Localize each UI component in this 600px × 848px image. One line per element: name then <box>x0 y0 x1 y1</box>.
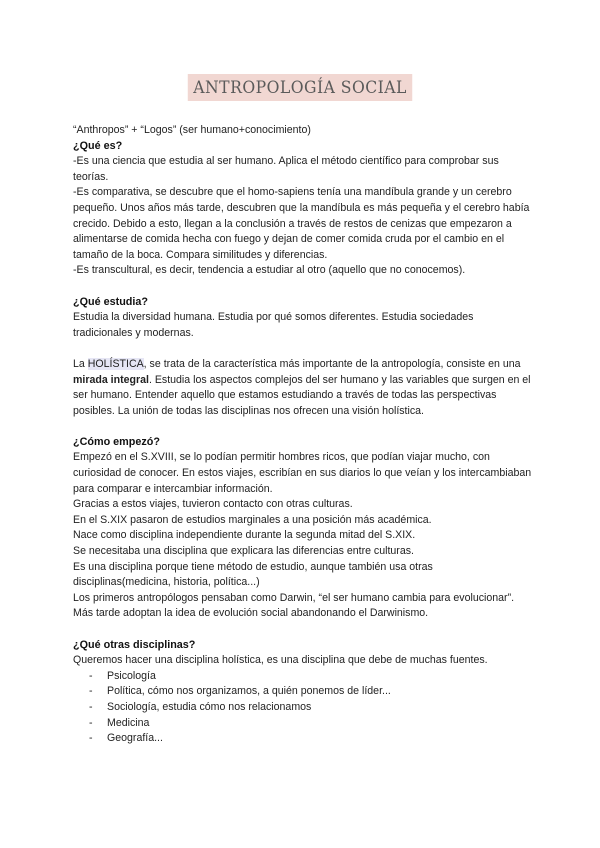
text-run: La <box>73 357 88 370</box>
list-item-text: Psicología <box>107 669 156 682</box>
disciplines-list <box>73 669 533 747</box>
paragraph: Es una disciplina porque tiene método de estudio, aunque también usa otras disciplinas(medicina, historia, política...) <box>73 560 433 589</box>
list-item <box>89 731 533 747</box>
heading-que-es: ¿Qué es? <box>73 139 123 152</box>
paragraph: -Es una ciencia que estudia al ser humano. Aplica el método científico para comprobar sus teorías. <box>73 155 499 183</box>
document-body <box>73 123 533 747</box>
list-item-text: Política, cómo nos organizamos, a quién ponemos de líder... <box>107 685 391 698</box>
list-item <box>89 669 533 685</box>
paragraph: -Es comparativa, se descubre que el homo-sapiens tenía una mandíbula grande y un cerebro pequeño. Unos años más tarde, descubren que la mandíbula es más pequeña y el cerebro había crecido. Debido a esto, llegan a la conclusión a través de restos de cenizas que empezaron a alimentarse de comida hecha con fuego y dejan de comer comida cruda por el cambio en el tamaño de la boca. Compara similitudes y diferencias. <box>73 186 530 261</box>
page-title: ANTROPOLOGÍA SOCIAL <box>188 74 413 101</box>
text-run: , se trata de la característica más importante de la antropología, consiste en una <box>143 357 521 370</box>
list-item <box>89 716 533 732</box>
title-container <box>0 74 600 101</box>
list-item-text: Sociología, estudia cómo nos relacionamos <box>107 700 312 713</box>
heading-que-estudia: ¿Qué estudia? <box>73 295 148 308</box>
list-item <box>89 700 533 716</box>
list-dash: - <box>89 716 93 729</box>
holistica-paragraph <box>73 357 533 419</box>
paragraph: Los primeros antropólogos pensaban como Darwin, “el ser humano cambia para evolucionar”. Más tarde adoptan la idea de evolución social abandonando el Darwinismo. <box>73 591 515 620</box>
list-dash: - <box>89 685 93 698</box>
list-item-text: Medicina <box>107 716 150 729</box>
highlighted-term: HOLÍSTICA <box>87 357 144 370</box>
paragraph: Empezó en el S.XVIII, se lo podían permitir hombres ricos, que podían viajar mucho, con curiosidad de conocer. En estos viajes, escribían en sus diarios lo que veían y los intercambiaban para comparar e intercambiar información. <box>73 451 532 495</box>
text-run: . Estudia los aspectos complejos del ser humano y las variables que surgen en el ser humano. Entender aquello que estamos estudiando a través de todas las perspectivas posibles. La unión de todas las disciplinas nos ofrecen una visión holística. <box>73 373 531 417</box>
list-dash: - <box>89 732 93 745</box>
heading-como-empezo: ¿Cómo empezó? <box>73 435 160 448</box>
paragraph: -Es transcultural, es decir, tendencia a estudiar al otro (aquello que no conocemos). <box>73 264 466 277</box>
heading-otras-disciplinas: ¿Qué otras disciplinas? <box>73 638 196 651</box>
paragraph: Nace como disciplina independiente durante la segunda mitad del S.XIX. <box>73 529 416 542</box>
bold-term: mirada integral <box>73 373 149 386</box>
paragraph: En el S.XIX pasaron de estudios marginales a una posición más académica. <box>73 513 432 526</box>
list-item <box>89 684 533 700</box>
paragraph: Estudia la diversidad humana. Estudia por qué somos diferentes. Estudia sociedades tradicionales y modernas. <box>73 311 474 339</box>
paragraph: Gracias a estos viajes, tuvieron contacto con otras culturas. <box>73 498 353 511</box>
paragraph: Queremos hacer una disciplina holística, es una disciplina que debe de muchas fuentes. <box>73 654 488 667</box>
list-dash: - <box>89 669 93 682</box>
paragraph: Se necesitaba una disciplina que explicara las diferencias entre culturas. <box>73 545 414 558</box>
intro-line: “Anthropos” + “Logos” (ser humano+conocimiento) <box>73 124 311 136</box>
list-item-text: Geografía... <box>107 732 163 745</box>
list-dash: - <box>89 700 93 713</box>
